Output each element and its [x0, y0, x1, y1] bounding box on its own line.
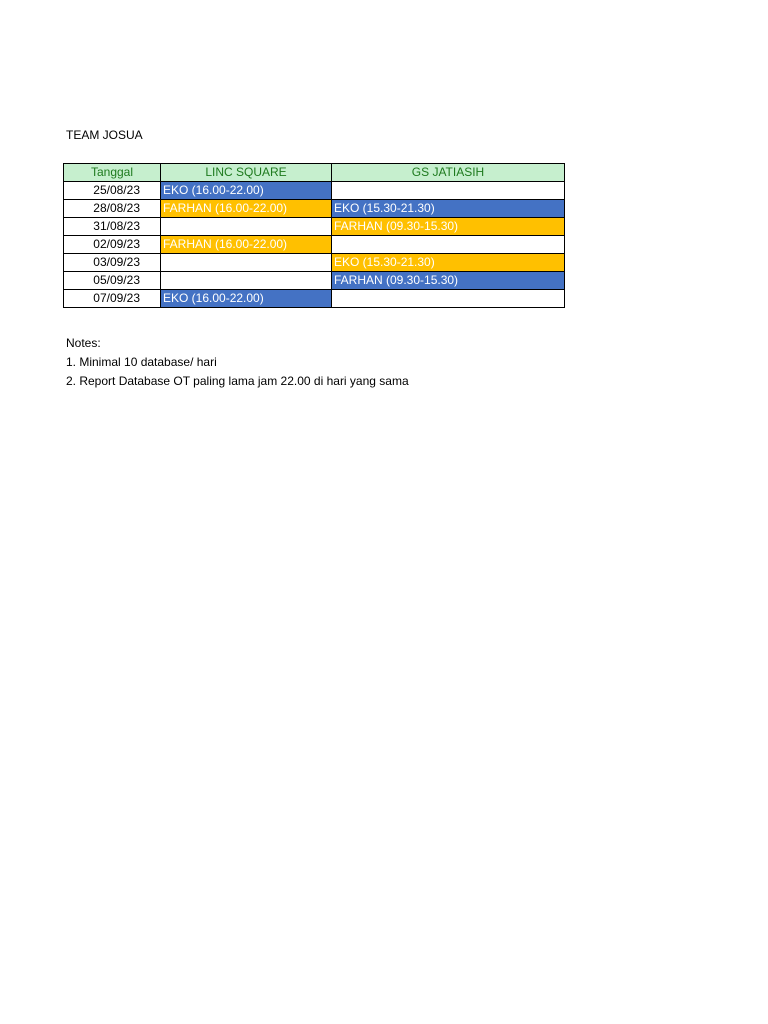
- date-cell: 31/08/23: [64, 218, 161, 236]
- team-title: TEAM JOSUA: [66, 128, 143, 142]
- linc-square-cell: [161, 272, 332, 290]
- header-gs-jatiasih: GS JATIASIH: [332, 164, 565, 182]
- linc-square-cell: [161, 254, 332, 272]
- gs-jatiasih-cell: [332, 236, 565, 254]
- table-row: [64, 236, 565, 254]
- linc-square-cell: EKO (16.00-22.00): [161, 182, 332, 200]
- table-row: [64, 218, 565, 236]
- linc-square-cell: FARHAN (16.00-22.00): [161, 200, 332, 218]
- gs-jatiasih-cell: EKO (15.30-21.30): [332, 254, 565, 272]
- notes-heading: Notes:: [66, 336, 101, 350]
- header-tanggal: Tanggal: [64, 164, 161, 182]
- date-cell: 05/09/23: [64, 272, 161, 290]
- linc-square-cell: EKO (16.00-22.00): [161, 290, 332, 308]
- date-cell: 28/08/23: [64, 200, 161, 218]
- table-header-row: [64, 164, 565, 182]
- schedule-table: [63, 163, 565, 308]
- gs-jatiasih-cell: [332, 182, 565, 200]
- header-linc-square: LINC SQUARE: [161, 164, 332, 182]
- table-row: [64, 200, 565, 218]
- table-row: [64, 254, 565, 272]
- gs-jatiasih-cell: FARHAN (09.30-15.30): [332, 218, 565, 236]
- gs-jatiasih-cell: [332, 290, 565, 308]
- gs-jatiasih-cell: FARHAN (09.30-15.30): [332, 272, 565, 290]
- table-row: [64, 272, 565, 290]
- note-item: 1. Minimal 10 database/ hari: [66, 355, 217, 369]
- note-item: 2. Report Database OT paling lama jam 22.00 di hari yang sama: [66, 374, 409, 388]
- date-cell: 03/09/23: [64, 254, 161, 272]
- linc-square-cell: [161, 218, 332, 236]
- date-cell: 25/08/23: [64, 182, 161, 200]
- gs-jatiasih-cell: EKO (15.30-21.30): [332, 200, 565, 218]
- notes-section: [66, 334, 409, 391]
- linc-square-cell: FARHAN (16.00-22.00): [161, 236, 332, 254]
- date-cell: 02/09/23: [64, 236, 161, 254]
- date-cell: 07/09/23: [64, 290, 161, 308]
- table-row: [64, 182, 565, 200]
- table-row: [64, 290, 565, 308]
